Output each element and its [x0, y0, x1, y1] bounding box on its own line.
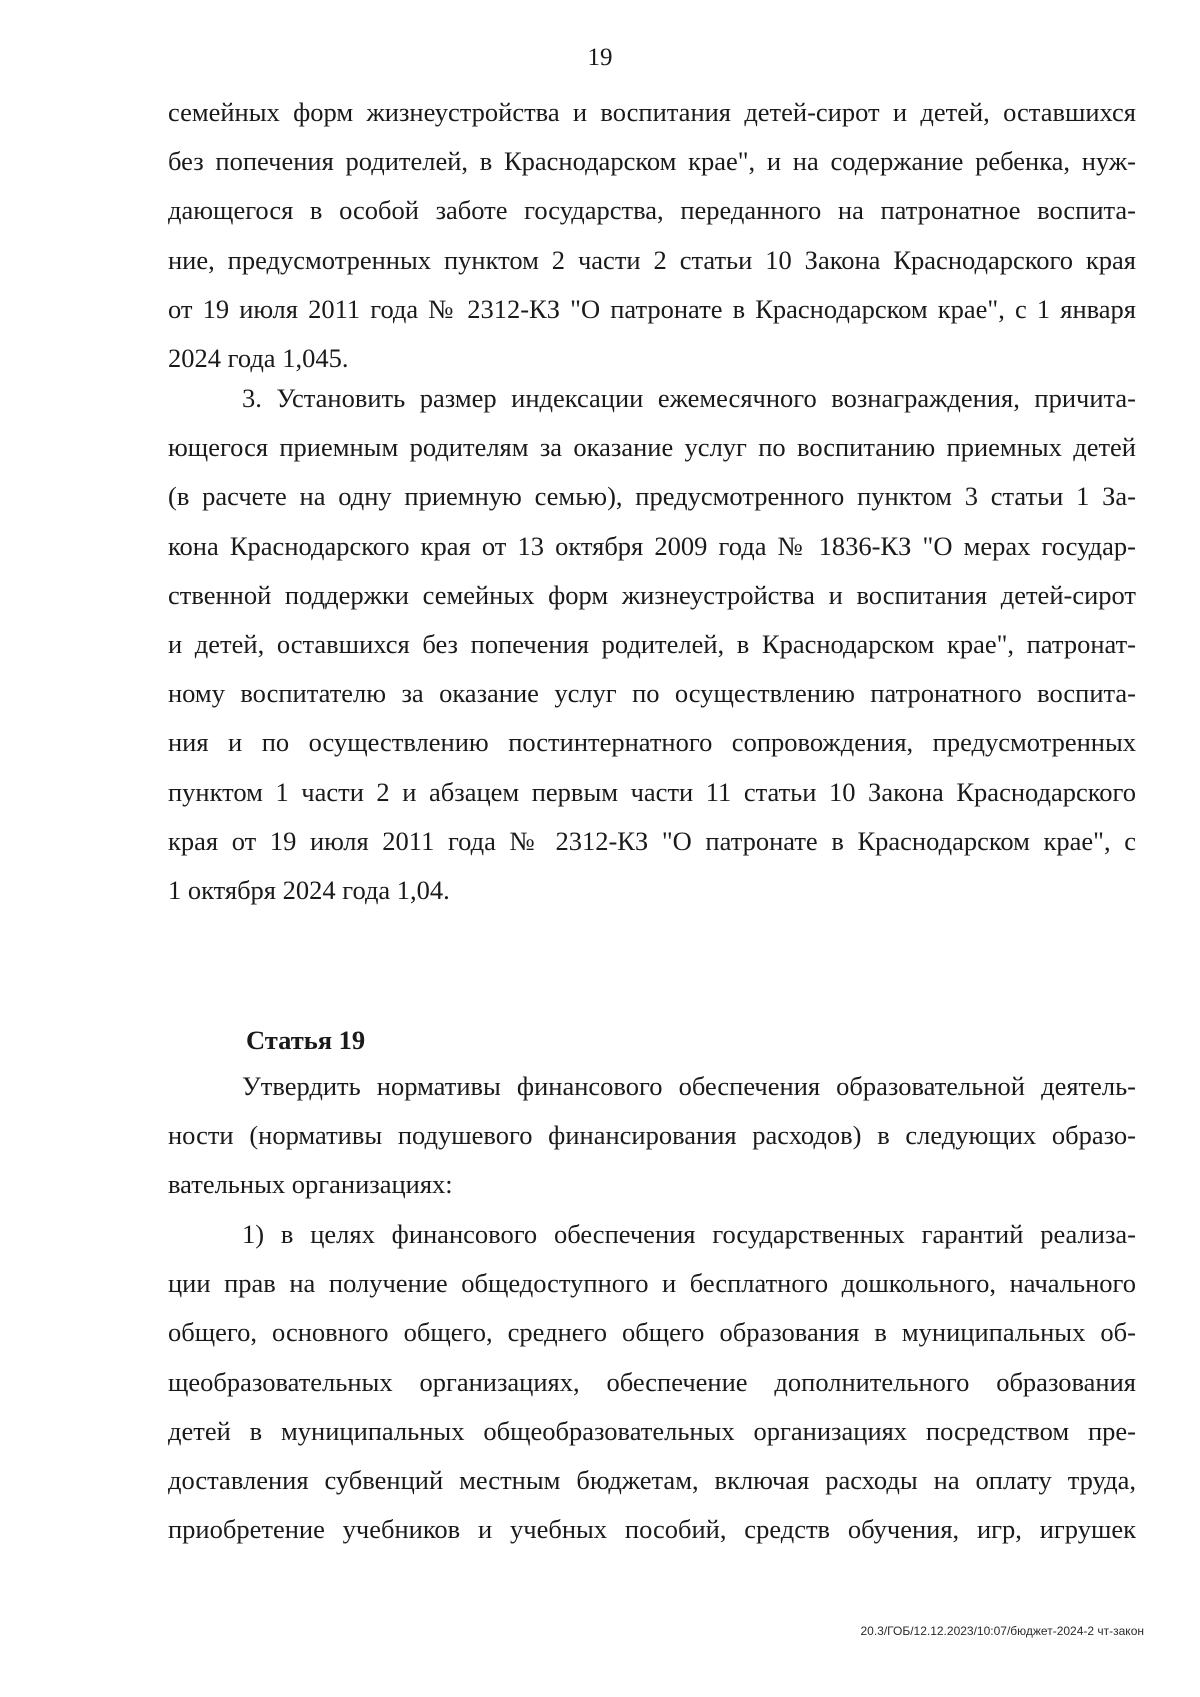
text-line: 1) в целях финансового обеспечения государственных гарантий реализа- [242, 1219, 1136, 1249]
text-line: 1 октября 2024 года 1,04. [168, 874, 450, 905]
text-line: 2024 года 1,045. [168, 342, 349, 373]
continuation-paragraph [168, 88, 1136, 383]
paragraph-item-1 [168, 1210, 1136, 1554]
text-line: 3. Установить размер индексации ежемесячного вознаграждения, причита- [242, 383, 1136, 413]
text-line: приобретение учебников и учебных пособий, средств обучения, игр, игрушек [168, 1514, 1136, 1545]
text-line: кона Краснодарского края от 13 октября 2009 года № 1836-КЗ "О мерах государ- [168, 530, 1136, 561]
text-line: ющегося приемным родителям за оказание услуг по воспитанию приемных детей [168, 432, 1136, 463]
text-line: вательных организациях: [168, 1169, 453, 1200]
text-line: от 19 июля 2011 года № 2312-КЗ "О патронате в Краснодарском крае", с 1 января [168, 293, 1136, 324]
text-line: доставления субвенций местным бюджетам, включая расходы на оплату труда, [168, 1464, 1136, 1495]
paragraph-item-3 [168, 374, 1136, 915]
text-line: Утвердить нормативы финансового обеспечения образовательной деятель- [242, 1071, 1136, 1101]
article-heading: Статья 19 [246, 1025, 366, 1055]
text-line: и детей, оставшихся без попечения родителей, в Краснодарском крае", патронат- [168, 628, 1136, 659]
text-line: ции прав на получение общедоступного и бесплатного дошкольного, начального [168, 1268, 1136, 1299]
text-line: ности (нормативы подушевого финансирования расходов) в следующих образо- [168, 1120, 1136, 1151]
text-line: ния и по осуществлению постинтернатного сопровождения, предусмотренных [168, 727, 1136, 758]
text-line: ние, предусмотренных пунктом 2 части 2 статьи 10 Закона Краснодарского края [168, 244, 1136, 275]
document-footer-code: 20.3/ГОБ/12.12.2023/10:07/бюджет-2024-2 чт-закон [860, 1624, 1144, 1638]
text-line: ному воспитателю за оказание услуг по осуществлению патронатного воспита- [168, 678, 1136, 709]
article-intro-paragraph [168, 1062, 1136, 1210]
text-line: (в расчете на одну приемную семью), предусмотренного пунктом 3 статьи 1 За- [168, 481, 1136, 512]
text-line: пунктом 1 части 2 и абзацем первым части 11 статьи 10 Закона Краснодарского [168, 776, 1136, 807]
text-line: без попечения родителей, в Краснодарском крае", и на содержание ребенка, нуж- [168, 146, 1136, 177]
text-line: семейных форм жизнеустройства и воспитания детей-сирот и детей, оставшихся [168, 97, 1136, 127]
page-number: 19 [587, 44, 613, 71]
text-line: дающегося в особой заботе государства, переданного на патронатное воспита- [168, 195, 1136, 226]
text-line: общего, основного общего, среднего общего образования в муниципальных об- [168, 1317, 1136, 1348]
text-line: края от 19 июля 2011 года № 2312-КЗ "О патронате в Краснодарском крае", с [168, 825, 1136, 856]
text-line: детей в муниципальных общеобразовательных организациях посредством пре- [168, 1415, 1136, 1446]
text-line: ственной поддержки семейных форм жизнеустройства и воспитания детей-сирот [168, 579, 1136, 610]
text-line: щеобразовательных организациях, обеспечение дополнительного образования [168, 1366, 1136, 1397]
